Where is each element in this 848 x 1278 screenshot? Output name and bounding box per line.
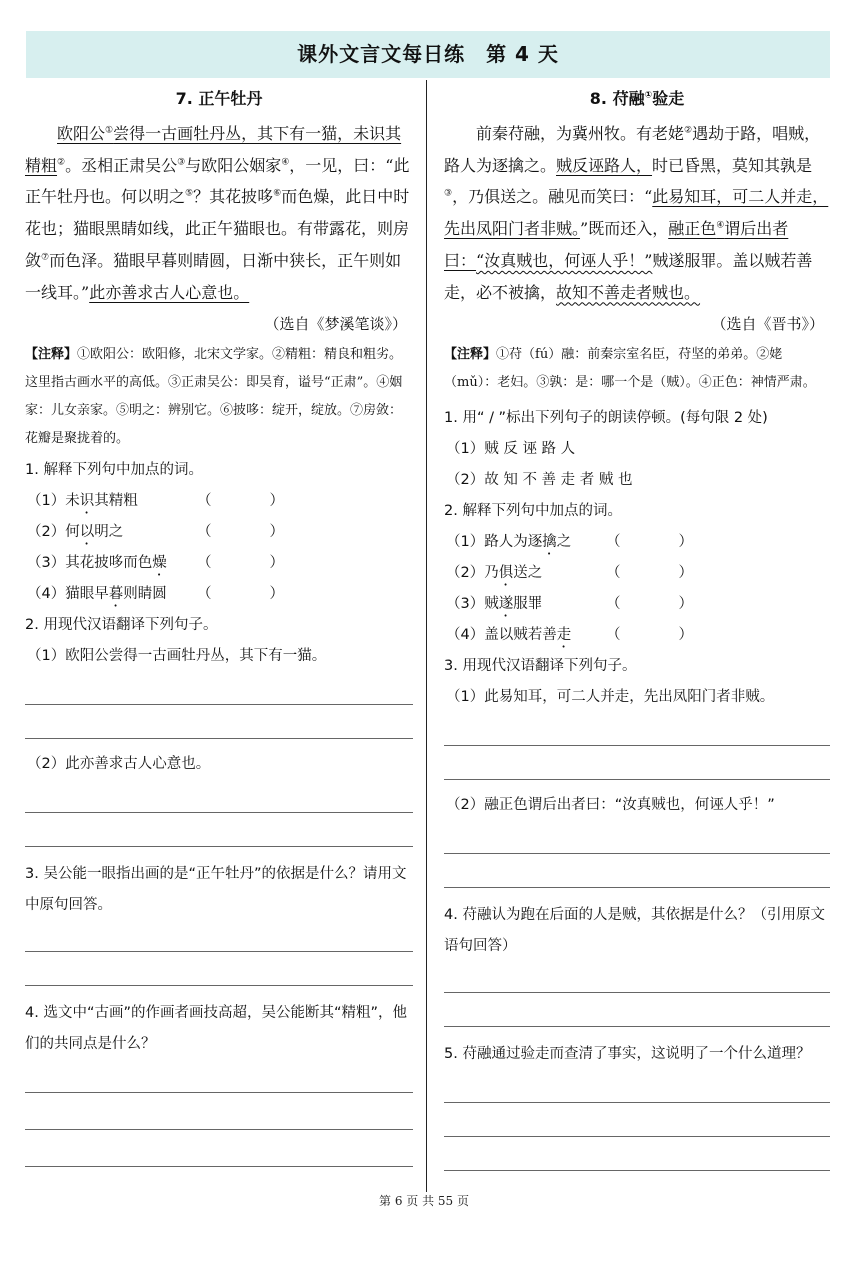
question-title: 2. 用现代汉语翻译下列句子。 [25, 617, 218, 634]
left-column [25, 82, 413, 1167]
q2-item-3: （3）贼遂服罪 （ ） [446, 596, 693, 613]
question-title: 1. 解释下列句中加点的词。 [25, 462, 203, 479]
right-passage: 前秦苻融，为冀州牧。有老姥②遇劫于路，唱贼，路人为逐擒之。贼反诬路人，时已昏黑，莫知其孰是③，乃俱送之。融见而笑曰：“此易知耳，可二人并走，先出凤阳门者非贼。”既而还入，融正色④谓后出者曰：“汝真贼也，何诬人乎！”贼遂服罪。盖以贼若善走，必不被擒，故知不善走者贼也。 [444, 124, 829, 302]
answer-line [444, 1026, 830, 1027]
pause-sentence: （2）故 知 不 善 走 者 贼 也 [446, 472, 633, 489]
left-q1 [25, 455, 413, 1167]
answer-line [25, 985, 413, 986]
page-header: 课外文言文每日练 第 4 天 [26, 31, 830, 78]
passage-underlined: 贼反诬路人， [556, 155, 653, 175]
question-title: 3. 用现代汉语翻译下列句子。 [444, 658, 637, 675]
q2-item-2: （2）乃俱送之 （ ） [446, 565, 693, 582]
q1-item-1: （1）未识其精粗 （ ） [27, 493, 284, 510]
right-notes: 【注释】①苻（fú）融：前秦宗室名臣，苻坚的弟弟。②姥（mǔ）：老妇。③孰：是：哪一个是（贼）。④正色：神情严肃。 [444, 347, 816, 391]
right-source: （选自《晋书》） [711, 315, 824, 334]
answer-line [444, 779, 830, 780]
passage-seg: 欧阳公①尝得一古画牡丹丛，其下有一猫，未识其精粗 [25, 124, 402, 175]
question-title: 5. 苻融通过验走而查清了事实，这说明了一个什么道理？ [444, 1046, 811, 1063]
q1-item-2: （2）何以明之 （ ） [27, 524, 284, 541]
translate-sentence: （1）此易知耳，可二人并走，先出凤阳门者非贼。 [446, 689, 775, 706]
left-title: 7. 正午牡丹 [175, 89, 263, 108]
column-divider [426, 80, 427, 1192]
right-questions [444, 403, 830, 1171]
right-title: 8. 苻融①验走 [589, 89, 685, 108]
page-footer: 第 6 页 共 55 页 [379, 1194, 469, 1208]
passage-underlined: 融正色④谓后出者曰： [444, 219, 789, 270]
passage-wavy: “汝真贼也，何诬人乎！” [476, 250, 653, 270]
q1-item-3: （3）其花披哆而色燥 （ ） [27, 555, 284, 572]
left-passage: 欧阳公①尝得一古画牡丹丛，其下有一猫，未识其精粗②。丞相正肃吴公③与欧阳公姻家④，一见，曰：“此正午牡丹也。何以明之⑤？其花披哆⑥而色燥，此日中时花也；猫眼黑睛如线，此正午猫眼也。有带露花，则房敛⑦而色泽。猫眼早暮则睛圆，日渐中狭长，正午则如一线耳。”此亦善求古人心意也。 [25, 124, 410, 302]
answer-line [25, 1166, 413, 1167]
question-title: 2. 解释下列句中加点的词。 [444, 503, 622, 520]
question-title: 3. 吴公能一眼指出画的是“正午牡丹”的依据是什么？请用文中原句回答。 [25, 866, 407, 914]
left-source: （选自《梦溪笔谈》） [264, 315, 407, 334]
translate-sentence: （2）融正色谓后出者曰：“汝真贼也，何诬人乎！” [446, 797, 775, 814]
left-notes: 【注释】①欧阳公：欧阳修，北宋文学家。②精粗：精良和粗劣。这里指古画水平的高低。③正肃吴公：即吴育，谥号“正肃”。④姻家：儿女亲家。⑤明之：辨别它。⑥披哆：绽开，绽放。⑦房敛：花瓣是聚拢着的。 [25, 347, 403, 447]
question-title: 4. 选文中“古画”的作画者画技高超，吴公能断其“精粗”，他们的共同点是什么？ [25, 1005, 407, 1053]
q2-item-1: （1）路人为逐擒之 （ ） [446, 534, 693, 551]
translate-sentence: （1）欧阳公尝得一古画牡丹丛，其下有一猫。 [27, 648, 327, 665]
answer-line [444, 887, 830, 888]
passage-wavy: 故知不善走者贼也。 [556, 282, 701, 302]
q2-item-4: （4）盖以贼若善走 （ ） [446, 627, 693, 644]
question-title: 4. 苻融认为跑在后面的人是贼，其依据是什么？（引用原文语句回答） [444, 907, 825, 955]
pause-sentence: （1）贼 反 诬 路 人 [446, 441, 576, 458]
passage-underlined: 此亦善求古人心意也。 [89, 282, 250, 302]
passage-underlined: 此易知耳，可二人并走，先出凤阳门者非贼。 [444, 187, 829, 239]
answer-line [444, 1170, 830, 1171]
translate-sentence: （2）此亦善求古人心意也。 [27, 756, 211, 773]
q1-item-4: （4）猫眼早暮则睛圆 （ ） [27, 586, 284, 603]
question-title: 1. 用“ / ”标出下列句子的朗读停顿。(每句限 2 处) [444, 410, 768, 427]
answer-line [25, 846, 413, 847]
right-column [444, 82, 830, 1171]
answer-line [25, 738, 413, 739]
